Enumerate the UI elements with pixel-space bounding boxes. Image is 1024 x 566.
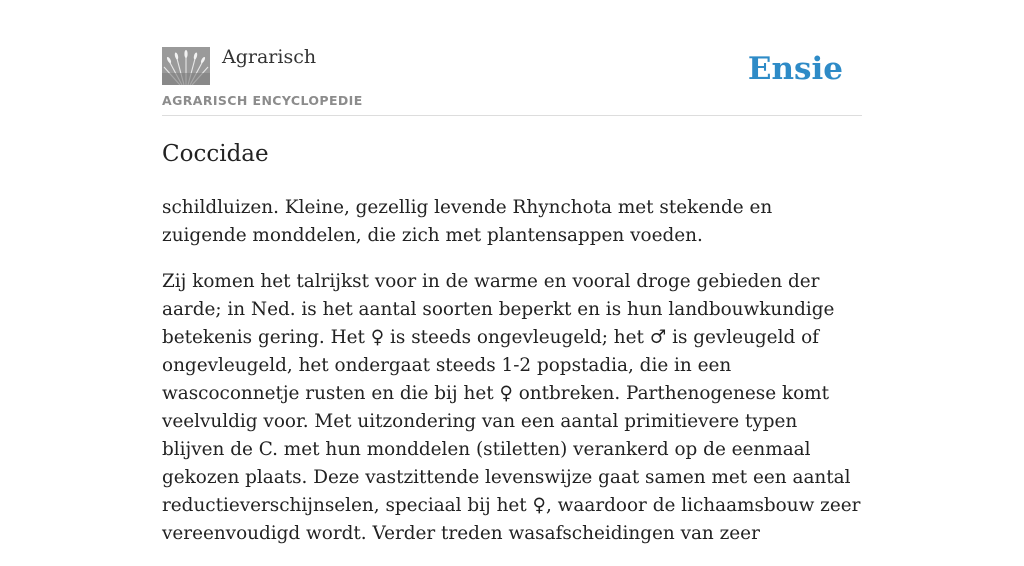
- article-paragraph: schildluizen. Kleine, gezellig levende Rhynchota met stekende en zuigende monddelen, die zich met plantensappen voeden.: [162, 197, 773, 246]
- wheat-sheaf-icon[interactable]: [162, 47, 210, 85]
- site-header: [162, 45, 862, 116]
- article: [162, 138, 862, 566]
- ensie-logo-link[interactable]: Ensie: [747, 51, 843, 87]
- encyclopedia-name[interactable]: Agrarisch: [222, 46, 317, 68]
- article-title: Coccidae: [162, 141, 269, 167]
- article-paragraph: Zij komen het talrijkst voor in de warme en vooral droge gebieden der aarde; in Ned. is het aantal soorten beperkt en is hun landbouwkundige betekenis gering. Het ♀ is steeds ongevleugeld; het ♂ is gevleugeld of ongevleugeld, het ondergaat steeds 1-2 popstadia, die in een wascoconnetje rusten en die bij het ♀ ontbreken. Parthenogenese komt veelvuldig voor. Met uitzondering van een aantal primitievere typen blijven de C. met hun monddelen (stiletten) verankerd op de eenmaal gekozen plaats. Deze vastzittende levenswijze gaat samen met een aantal reductieverschijnselen, speciaal bij het ♀, waardoor de lichaamsbouw zeer vereenvoudigd wordt. Verder treden wasafscheidingen van zeer: [162, 271, 861, 544]
- encyclopedia-caption: AGRARISCH ENCYCLOPEDIE: [162, 93, 363, 108]
